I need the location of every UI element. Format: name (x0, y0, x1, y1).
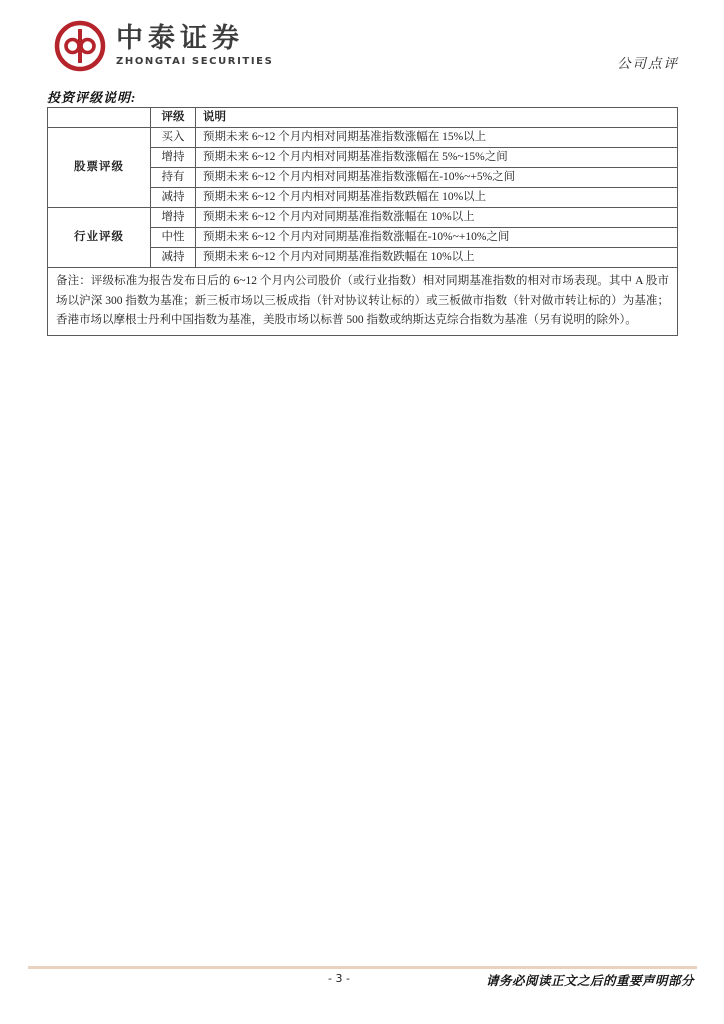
table-row (48, 128, 678, 148)
rating-cell: 减持 (151, 188, 196, 208)
desc-cell: 预期未来 6~12 个月内相对同期基准指数涨幅在-10%~+5%之间 (196, 168, 678, 188)
desc-cell: 预期未来 6~12 个月内相对同期基准指数涨幅在 15%以上 (196, 128, 678, 148)
section-title: 投资评级说明: (47, 90, 137, 105)
desc-cell: 预期未来 6~12 个月内相对同期基准指数跌幅在 10%以上 (196, 188, 678, 208)
note-row (48, 268, 678, 336)
rating-table (47, 107, 678, 336)
category-industry-cell: 行业评级 (48, 208, 151, 268)
table-row (48, 208, 678, 228)
desc-cell: 预期未来 6~12 个月内对同期基准指数涨幅在 10%以上 (196, 208, 678, 228)
header-desc-cell: 说明 (196, 108, 678, 128)
logo-text (116, 25, 273, 66)
rating-cell: 中性 (151, 228, 196, 248)
logo-name-cn: 中泰证券 (116, 23, 244, 55)
page-number: - 3 - (328, 972, 350, 985)
header-empty-cell (48, 108, 151, 128)
note-cell: 备注：评级标准为报告发布日后的 6~12 个月内公司股价（或行业指数）相对同期基准指数的相对市场表现。其中 A 股市场以沪深 300 指数为基准；新三板市场以三板成指（针对协议转让标的）或三板做市指数（针对做市转让标的）为基准；香港市场以摩根士丹利中国指数为基准，美股市场以标普 500 指数或纳斯达克综合指数为基准（另有说明的除外）。 (48, 268, 678, 336)
footer-divider (28, 966, 697, 969)
rating-cell: 增持 (151, 208, 196, 228)
footer-disclaimer: 请务必阅读正文之后的重要声明部分 (485, 974, 694, 988)
rating-cell: 买入 (151, 128, 196, 148)
logo-name-en: ZHONGTAI SECURITIES (116, 55, 274, 67)
header-rating-cell: 评级 (151, 108, 196, 128)
category-stock-cell: 股票评级 (48, 128, 151, 208)
doc-type-label: 公司点评 (617, 56, 679, 71)
desc-cell: 预期未来 6~12 个月内对同期基准指数涨幅在-10%~+10%之间 (196, 228, 678, 248)
header (54, 20, 273, 72)
rating-cell: 减持 (151, 248, 196, 268)
rating-cell: 持有 (151, 168, 196, 188)
rating-cell: 增持 (151, 148, 196, 168)
zhongtai-logo-icon (54, 20, 106, 72)
desc-cell: 预期未来 6~12 个月内对同期基准指数跌幅在 10%以上 (196, 248, 678, 268)
desc-cell: 预期未来 6~12 个月内相对同期基准指数涨幅在 5%~15%之间 (196, 148, 678, 168)
table-header-row (48, 108, 678, 128)
